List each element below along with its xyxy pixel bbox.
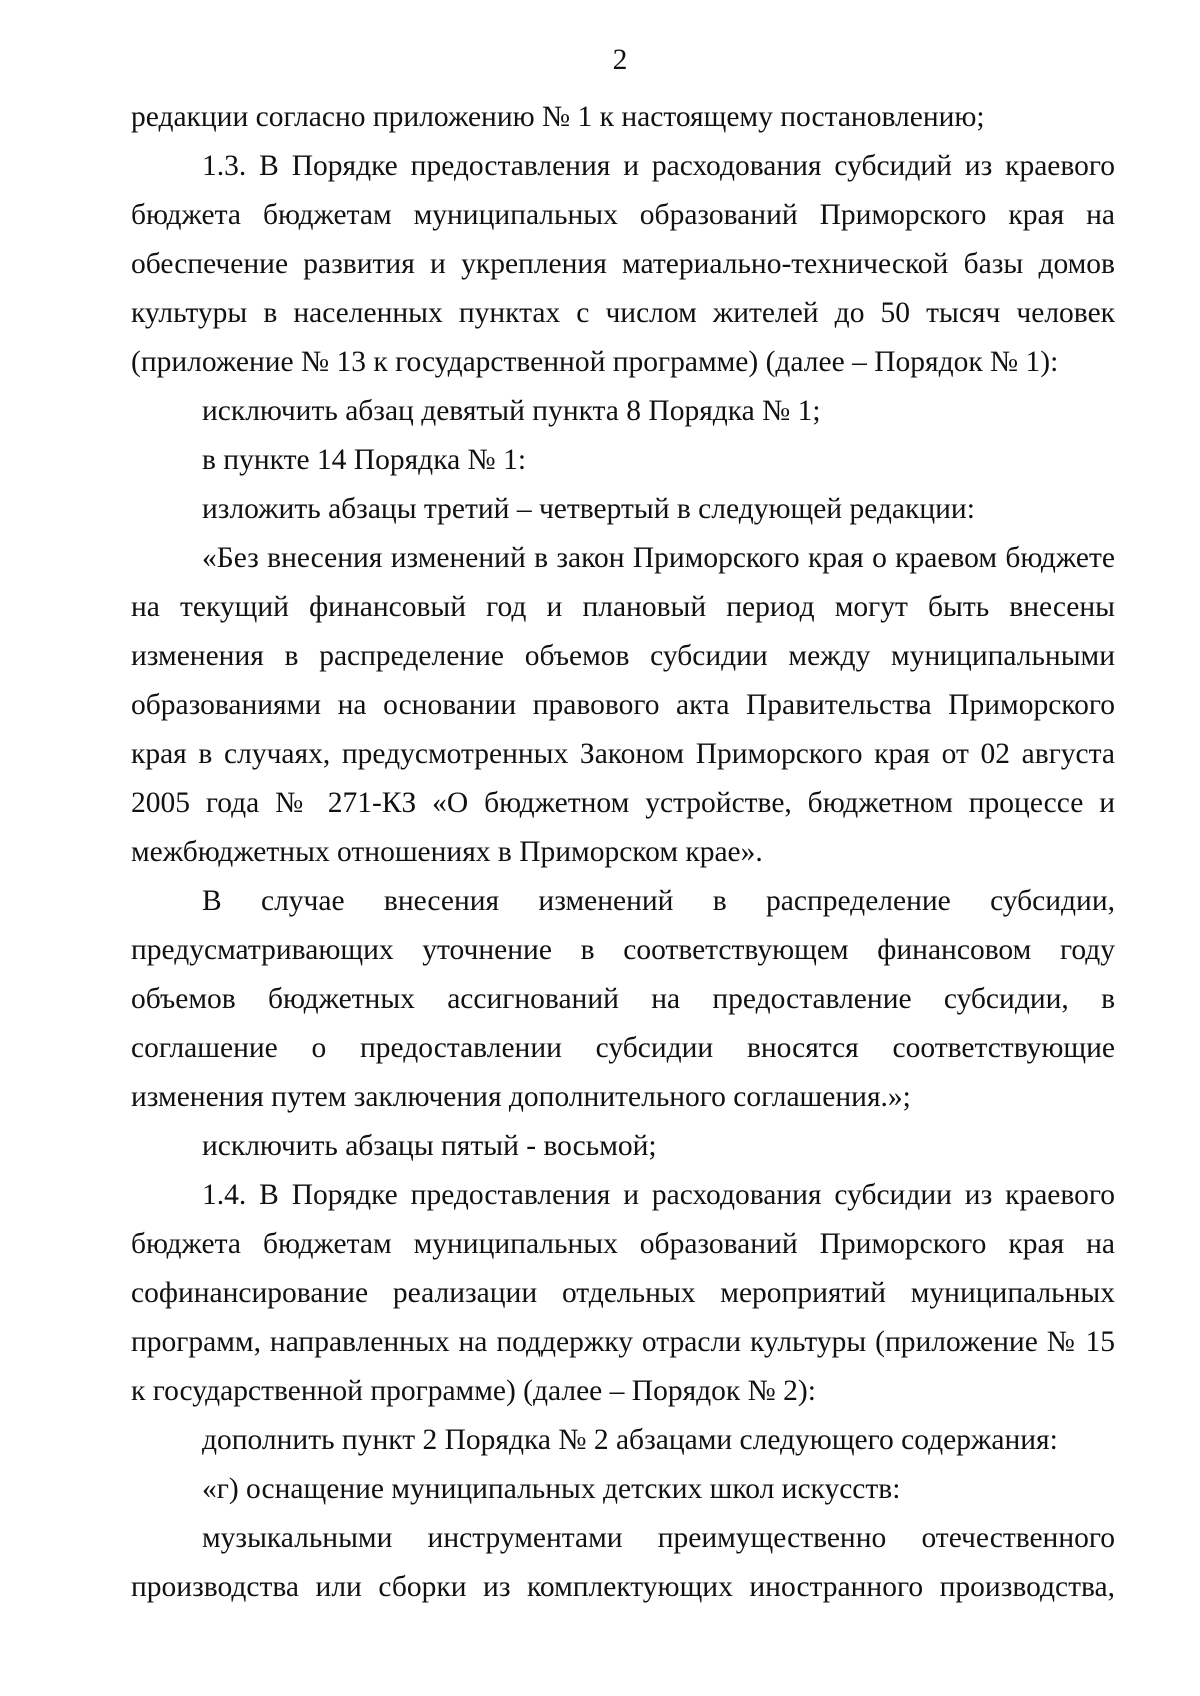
paragraph: изложить абзацы третий – четвертый в следующей редакции: — [202, 493, 975, 525]
page-number: 2 — [612, 44, 628, 76]
paragraph: в пункте 14 Порядка № 1: — [202, 444, 527, 476]
paragraph: исключить абзацы пятый - восьмой; — [202, 1130, 657, 1162]
document-body — [131, 93, 1115, 1612]
paragraph: «г) оснащение муниципальных детских школ искусств: — [202, 1473, 901, 1505]
paragraph: музыкальными инструментами преимущественно отечественного производства или сборки из комплектующих иностранного производства, — [131, 1522, 1115, 1603]
paragraph: редакции согласно приложению № 1 к настоящему постановлению; — [131, 101, 985, 133]
paragraph: 1.3. В Порядке предоставления и расходования субсидий из краевого бюджета бюджетам муниципальных образований Приморского края на обеспечение развития и укрепления материально-технической базы домов культуры в населенных пунктах с числом жителей до 50 тысяч человек (приложение № 13 к государственной программе) (далее – Порядок № 1): — [131, 150, 1115, 378]
paragraph: В случае внесения изменений в распределение субсидии, предусматривающих уточнение в соответствующем финансовом году объемов бюджетных ассигнований на предоставление субсидии, в соглашение о предоставлении субсидии вносятся соответствующие изменения путем заключения дополнительного соглашения.»; — [131, 885, 1115, 1113]
paragraph: дополнить пункт 2 Порядка № 2 абзацами следующего содержания: — [202, 1424, 1058, 1456]
paragraph: 1.4. В Порядке предоставления и расходования субсидии из краевого бюджета бюджетам муниципальных образований Приморского края на софинансирование реализации отдельных мероприятий муниципальных программ, направленных на поддержку отрасли культуры (приложение № 15 к государственной программе) (далее – Порядок № 2): — [131, 1179, 1115, 1407]
paragraph: исключить абзац девятый пункта 8 Порядка № 1; — [202, 395, 821, 427]
paragraph: «Без внесения изменений в закон Приморского края о краевом бюджете на текущий финансовый год и плановый период могут быть внесены изменения в распределение объемов субсидии между муниципальными образованиями на основании правового акта Правительства Приморского края в случаях, предусмотренных Законом Приморского края от 02 августа 2005 года № 271-КЗ «О бюджетном устройстве, бюджетном процессе и межбюджетных отношениях в Приморском крае». — [131, 542, 1115, 868]
